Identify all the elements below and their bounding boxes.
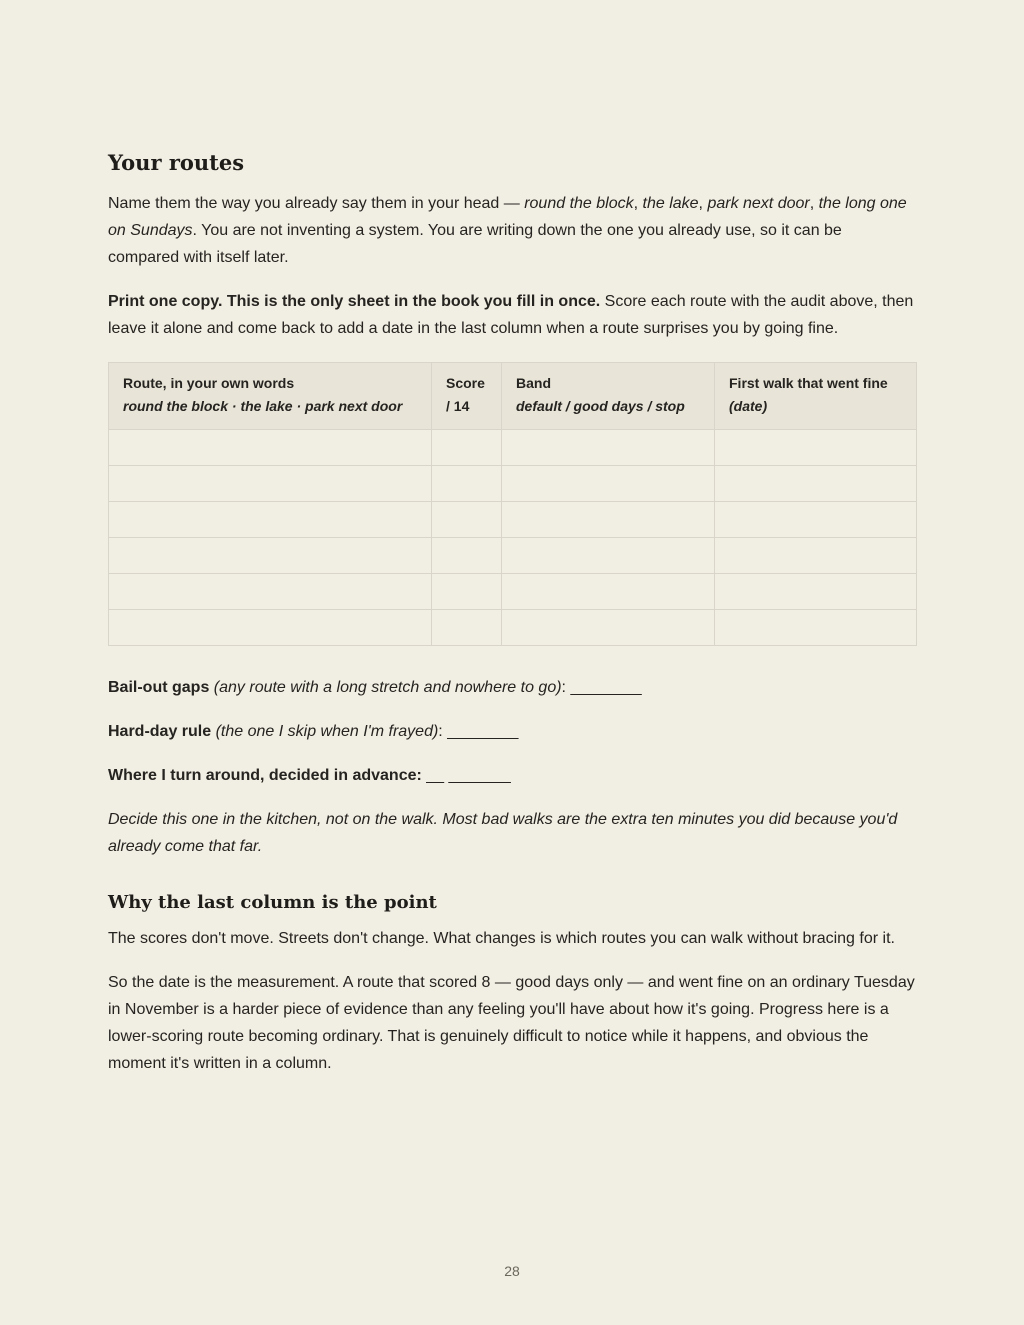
turnaround-advice: Decide this one in the kitchen, not on the walk. Most bad walks are the extra ten minutes you did because you'd already come that far. — [108, 811, 898, 855]
route-cell[interactable] — [109, 610, 432, 646]
route-cell[interactable] — [109, 502, 432, 538]
band-cell[interactable] — [502, 610, 715, 646]
score-cell[interactable] — [432, 574, 502, 610]
example-route: the long one on Sundays — [108, 195, 907, 239]
table-row — [109, 610, 917, 646]
date-cell[interactable] — [715, 466, 917, 502]
intro-paragraph — [108, 190, 916, 271]
table-row — [109, 502, 917, 538]
example-route: park next door — [707, 195, 810, 212]
column-title: First walk that went fine — [729, 375, 888, 391]
turnaround-field — [108, 762, 916, 789]
bailout-gaps-field — [108, 674, 916, 701]
separator: , — [633, 195, 643, 212]
intro-text: . You are not inventing a system. You are writing down the one you already use, so it can be compared with itself later. — [108, 222, 842, 266]
score-cell[interactable] — [432, 538, 502, 574]
separator: , — [809, 195, 819, 212]
field-note: (any route with a long stretch and nowhere to go) — [209, 679, 562, 696]
field-label: Hard-day rule — [108, 723, 212, 740]
field-note: (the one I skip when I'm frayed) — [211, 723, 439, 740]
table-row — [109, 430, 917, 466]
print-note-text: Score each route with the audit above, then leave it alone and come back to add a date in the last column when a route surprises you by going fine. — [108, 293, 914, 337]
column-title: Route, in your own words — [123, 375, 295, 391]
column-hint: default / good days / stop — [516, 398, 685, 414]
column-title: Score — [446, 375, 485, 391]
band-cell[interactable] — [502, 574, 715, 610]
example-route: the lake — [642, 195, 699, 212]
column-header-score — [432, 363, 502, 430]
why-section-title: Why the last column is the point — [108, 892, 437, 913]
band-cell[interactable] — [502, 538, 715, 574]
table-row — [109, 466, 917, 502]
date-cell[interactable] — [715, 610, 917, 646]
column-header-band — [502, 363, 715, 430]
column-hint: round the block · the lake · park next door — [123, 398, 403, 414]
score-cell[interactable] — [432, 502, 502, 538]
intro-text: Name them the way you already say them in your head — — [108, 195, 525, 212]
route-cell[interactable] — [109, 538, 432, 574]
band-cell[interactable] — [502, 466, 715, 502]
date-cell[interactable] — [715, 502, 917, 538]
fill-in-fields — [108, 674, 916, 860]
band-cell[interactable] — [502, 502, 715, 538]
field-label: Bail-out gaps — [108, 679, 210, 696]
column-header-route — [109, 363, 432, 430]
score-cell[interactable] — [432, 466, 502, 502]
routes-table — [108, 362, 917, 646]
table-row — [109, 538, 917, 574]
why-paragraph-1: The scores don't move. Streets don't change. What changes is which routes you can walk without bracing for it. — [108, 930, 895, 947]
table-row — [109, 574, 917, 610]
column-title: Band — [516, 375, 551, 391]
page-content — [108, 148, 916, 1077]
field-blank[interactable]: __ _______ — [421, 767, 511, 784]
why-paragraph-2: So the date is the measurement. A route that scored 8 — good days only — and went fine on an ordinary Tuesday in November is a harder piece of evidence than any feeling you'll have about how it's going. Progress here is a lower-scoring route becoming ordinary. That is genuinely difficult to notice while it happens, and obvious the moment it's written in a column. — [108, 974, 915, 1072]
column-hint: / 14 — [446, 398, 470, 414]
date-cell[interactable] — [715, 430, 917, 466]
score-cell[interactable] — [432, 610, 502, 646]
field-label: Where I turn around, decided in advance: — [108, 767, 422, 784]
route-cell[interactable] — [109, 430, 432, 466]
date-cell[interactable] — [715, 574, 917, 610]
separator: , — [698, 195, 708, 212]
example-route: round the block — [524, 195, 634, 212]
page-number: 28 — [504, 1263, 520, 1279]
band-cell[interactable] — [502, 430, 715, 466]
column-header-first-fine-walk — [715, 363, 917, 430]
field-blank[interactable]: : ________ — [561, 679, 642, 696]
print-note-bold: Print one copy. This is the only sheet in the book you fill in once. — [108, 293, 601, 310]
route-cell[interactable] — [109, 574, 432, 610]
column-hint: (date) — [729, 398, 768, 414]
table-header-row — [109, 363, 917, 430]
hard-day-rule-field — [108, 718, 916, 745]
score-cell[interactable] — [432, 430, 502, 466]
date-cell[interactable] — [715, 538, 917, 574]
field-blank[interactable]: : ________ — [438, 723, 519, 740]
print-note — [108, 288, 916, 342]
route-cell[interactable] — [109, 466, 432, 502]
section-title: Your routes — [108, 150, 245, 175]
